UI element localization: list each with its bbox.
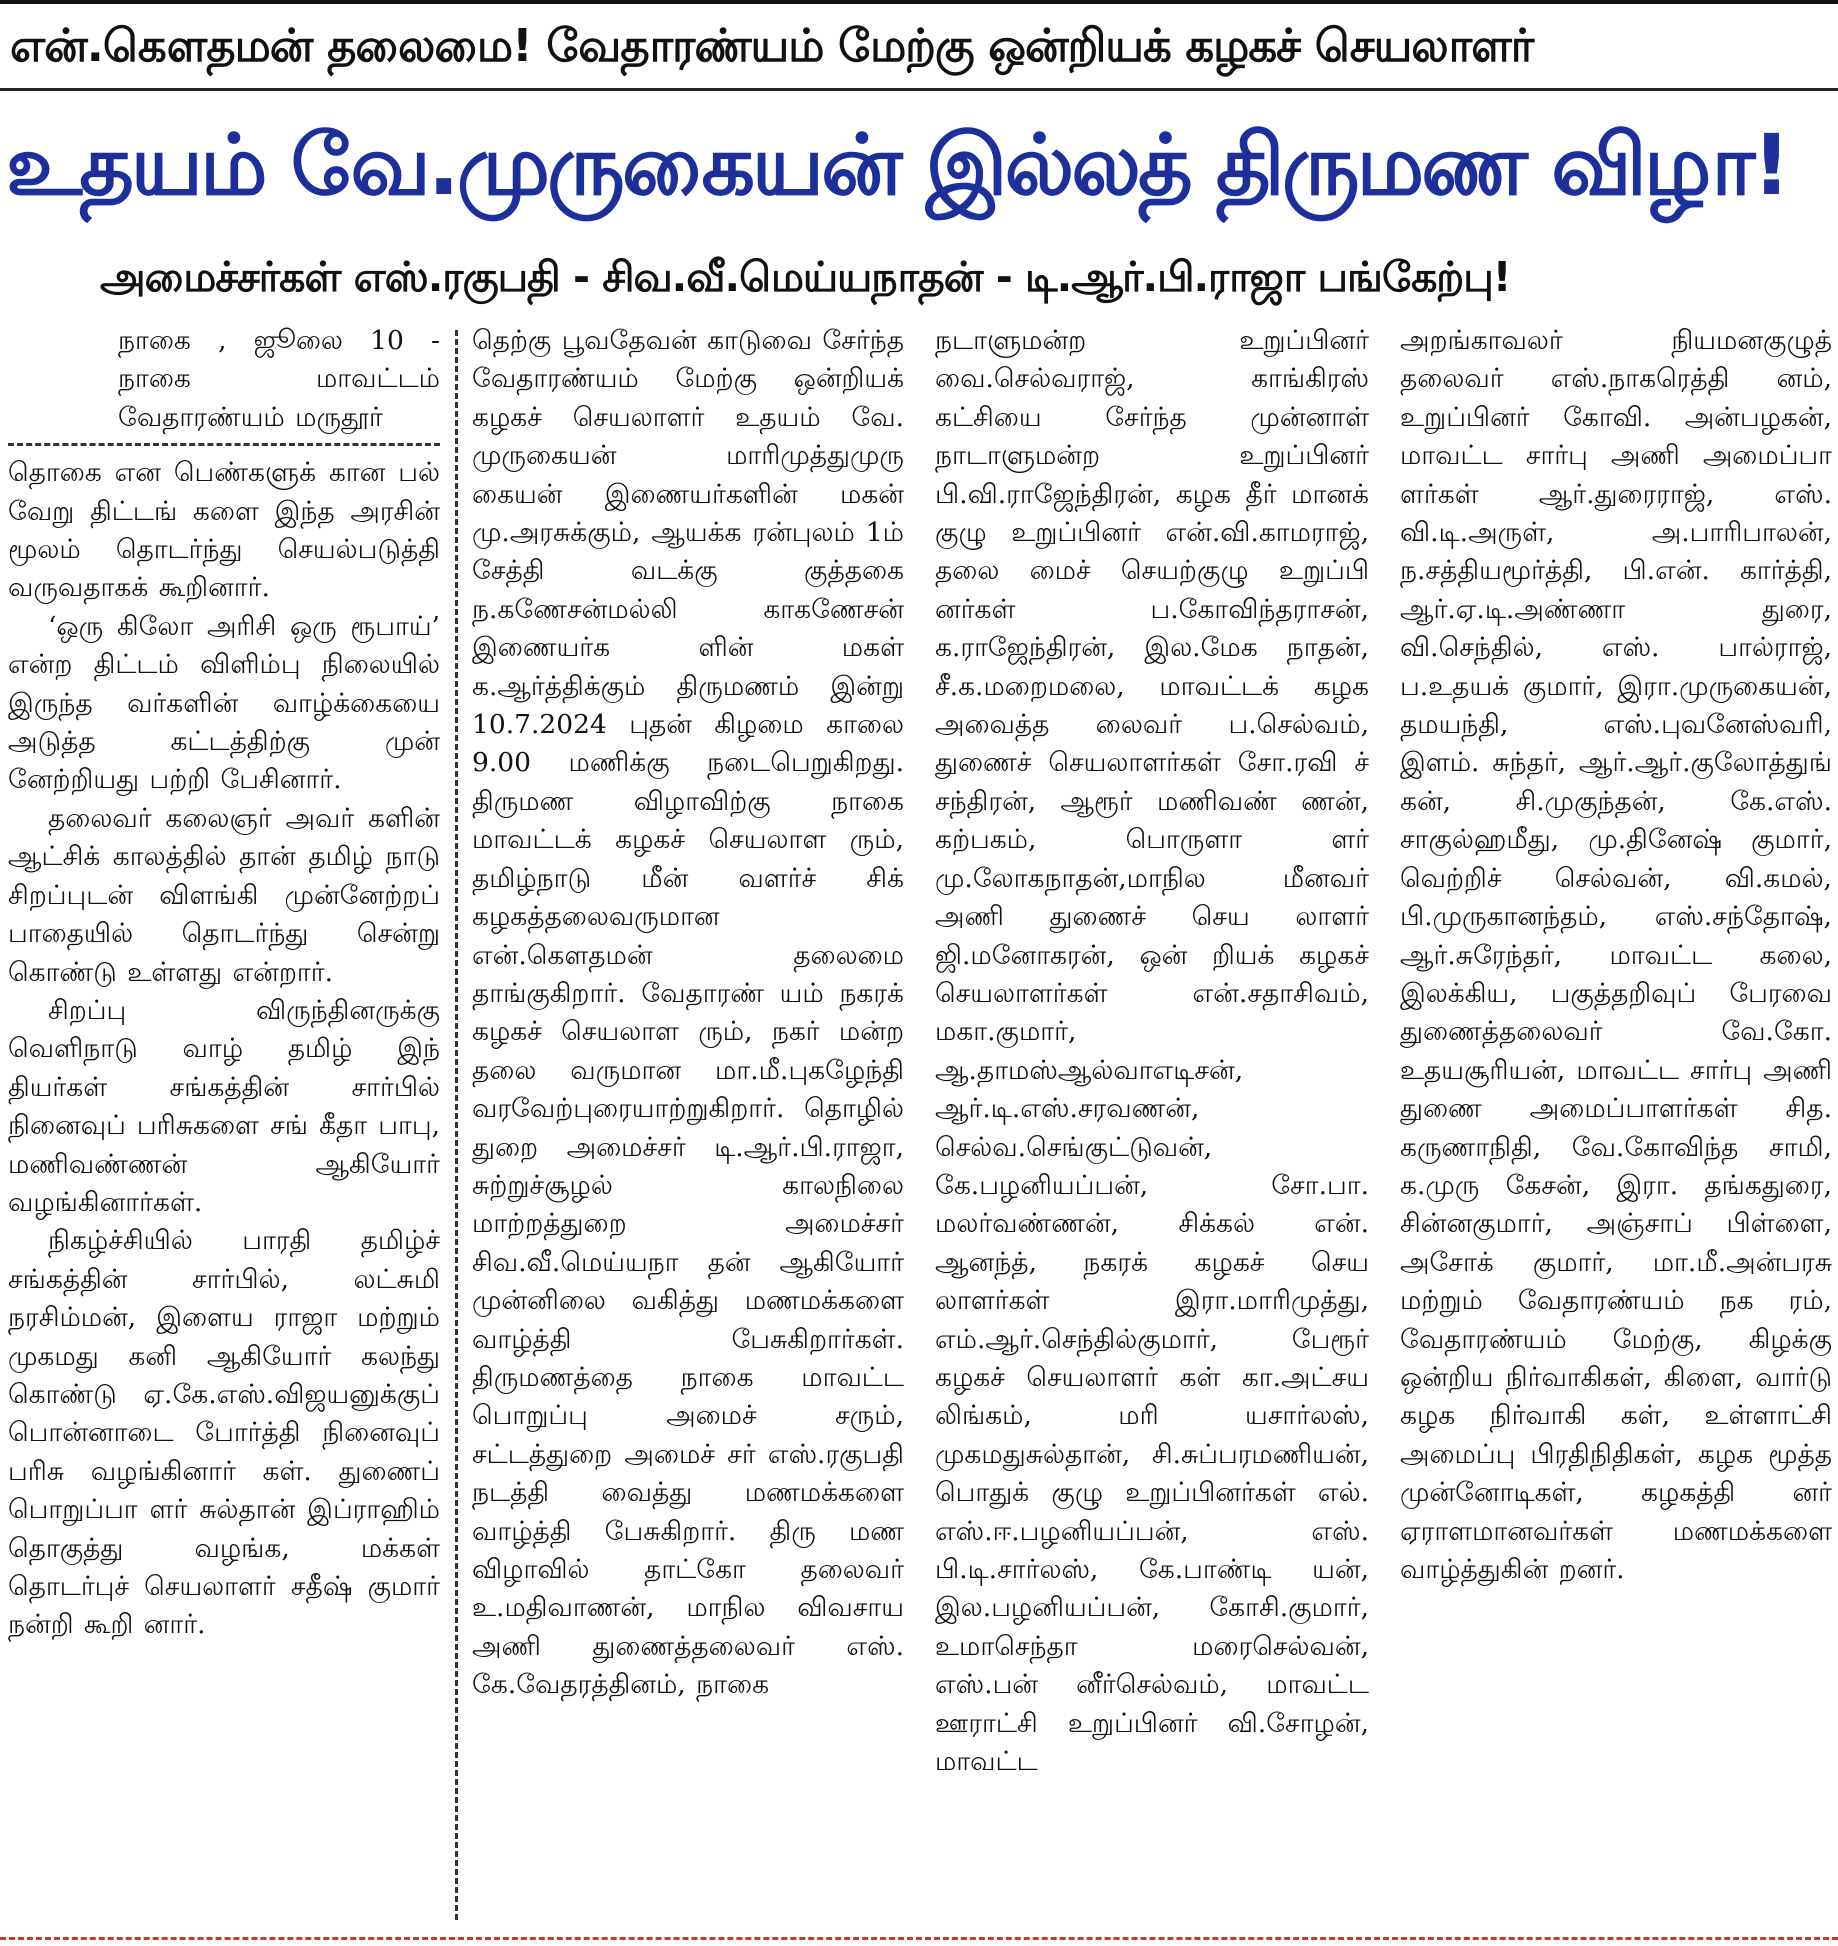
- top-rule: [0, 0, 1838, 4]
- paragraph: தெற்கு பூவதேவன் காடுவை சேர்ந்த வேதாரண்யம் மேற்கு ஒன்றியக் கழகச் செயலாளர் உதயம் வே. முருகையன் மாரிமுத்துமுரு கையன் இணையர்களின் மகன் மு.அரசுக்கும், ஆயக்க ரன்புலம் 1ம் சேத்தி வடக்கு குத்தகை ந.கணேசன்மல்லி காகணேசன் இணையர்க ளின் மகள் க.ஆர்த்திக்கும் திருமணம் இன்று 10.7.2024 புதன் கிழமை காலை 9.00 மணிக்கு நடைபெறுகிறது. திருமண விழாவிற்கு நாகை மாவட்டக் கழகச் செயலாள ரும், தமிழ்நாடு மீன் வளர்ச் சிக் கழகத்தலைவருமான என்.கௌதமன் தலைமை தாங்குகிறார். வேதாரண் யம் நகரக் கழகச் செயலாள ரும், நகர் மன்ற தலை வருமான மா.மீ.புகழேந்தி வரவேற்புரையாற்றுகிறார். தொழில் துறை அமைச்சர் டி.ஆர்.பி.ராஜா, சுற்றுச்சூழல் காலநிலை மாற்றத்துறை அமைச்சர் சிவ.வீ.மெய்யநா தன் ஆகியோர் முன்னிலை வகித்து மணமக்களை வாழ்த்தி பேசுகிறார்கள். திருமணத்தை நாகை மாவட்ட பொறுப்பு அமைச் சரும், சட்டத்துறை அமைச் சர் எஸ்.ரகுபதி நடத்தி வைத்து மணமக்களை வாழ்த்தி பேசுகிறார். திரு மண விழாவில் தாட்கோ தலைவர் உ.மதிவாணன், மாநில விவசாய அணி துணைத்தலைவர் எஸ். கே.வேதரத்தினம், நாகை: [472, 325, 904, 1701]
- column-divider: [455, 330, 458, 1920]
- boxed-continuation: [8, 443, 440, 1645]
- bottom-dashed-rule: [0, 1937, 1838, 1940]
- paragraph: ‘ஒரு கிலோ அரிசி ஒரு ரூபாய்’ என்ற திட்டம் விளிம்பு நிலையில் இருந்த வர்களின் வாழ்க்கையை அடுத்த கட்டத்திற்கு முன் னேற்றியது பற்றி பேசினார்.: [8, 610, 440, 796]
- paragraph: அறங்காவலர் நியமனகுழுத் தலைவர் எஸ்.நாகரெத்தி னம், உறுப்பினர் கோவி. அன்பழகன், மாவட்ட சார்பு அணி அமைப்பா ளர்கள் ஆர்.துரைராஜ், எஸ். வி.டி.அருள், அ.பாரிபாலன், ந.சத்தியமூர்த்தி, பி.என். கார்த்தி, ஆர்.ஏ.டி.அண்ணா துரை, வி.செந்தில், எஸ். பால்ராஜ், ப.உதயக் குமார், இரா.முருகையன், தமயந்தி, எஸ்.புவனேஸ்வரி, இளம். சுந்தர், ஆர்.ஆர்.குலோத்துங் கன், சி.முகுந்தன், கே.எஸ். சாகுல்ஹமீது, மு.தினேஷ் குமார், வெற்றிச் செல்வன், வி.கமல், பி.முருகானந்தம், எஸ்.சந்தோஷ், ஆர்.சுரேந்தர், மாவட்ட கலை, இலக்கிய, பகுத்தறிவுப் பேரவை துணைத்தலைவர் வே.கோ. உதயசூரியன், மாவட்ட சார்பு அணி துணை அமைப்பாளர்கள் சித. கருணாநிதி, வே.கோவிந்த சாமி, க.முரு கேசன், இரா. தங்கதுரை, சின்னகுமார், அஞ்சாப் பிள்ளை, அசோக் குமார், மா.மீ.அன்பரசு மற்றும் வேதாரண்யம் நக ரம், வேதாரண்யம் மேற்கு, கிழக்கு ஒன்றிய நிர்வாகிகள், கிளை, வார்டு கழக நிர்வாகி கள், உள்ளாட்சி அமைப்பு பிரதிநிதிகள், கழக மூத்த முன்னோடிகள், கழகத்தி னர் ஏராளமானவர்கள் மணமக்களை வாழ்த்துகின் றனர்.: [1400, 325, 1832, 1585]
- dateline-paragraph: நாகை , ஜூலை 10 - நாகை மாவட்டம் வேதாரண்யம் மருதூர்: [118, 325, 440, 433]
- article-column-1: [8, 322, 440, 1922]
- article-column-2: [472, 322, 904, 1922]
- paragraph: தலைவர் கலைஞர் அவர் களின் ஆட்சிக் காலத்தில் தான் தமிழ் நாடு சிறப்புடன் விளங்கி முன்னேற்றப் பாதையில் தொடர்ந்து சென்று கொண்டு உள்ளது என்றார்.: [8, 802, 440, 988]
- kicker-headline: என்.கௌதமன் தலைமை! வேதாரண்யம் மேற்கு ஒன்றியக் கழகச் செயலாளர்: [10, 19, 1534, 72]
- headline-rule: [0, 88, 1838, 91]
- main-headline: உதயம் வே.முருகையன் இல்லத் திருமண விழா!: [6, 116, 1788, 214]
- paragraph: தொகை என பெண்களுக் கான பல் வேறு திட்டங் களை இந்த அரசின் மூலம் தொடர்ந்து செயல்படுத்தி வருவதாகக் கூறினார்.: [8, 457, 440, 604]
- paragraph: நடாளுமன்ற உறுப்பினர் வை.செல்வராஜ், காங்கிரஸ் கட்சியை சேர்ந்த முன்னாள் நாடாளுமன்ற உறுப்பினர் பி.வி.ராஜேந்திரன், கழக தீர் மானக் குழு உறுப்பினர் என்.வி.காமராஜ், தலை மைச் செயற்குழு உறுப்பி னர்கள் ப.கோவிந்தராசன், க.ராஜேந்திரன், இல.மேக நாதன், சீ.க.மறைமலை, மாவட்டக் கழக அவைத்த லைவர் ப.செல்வம், துணைச் செயலாளர்கள் சோ.ரவி ச் சந்திரன், ஆரூர் மணிவண் ணன், கற்பகம், பொருளா ளர் மு.லோகநாதன்,மாநில மீனவர் அணி துணைச் செய லாளர் ஜி.மனோகரன், ஒன் றியக் கழகச் செயலாளர்கள் என்.சதாசிவம், மகா.குமார், ஆ.தாமஸ்ஆல்வாஎடிசன், ஆர்.டி.எஸ்.சரவணன், செல்வ.செங்குட்டுவன், கே.பழனியப்பன், சோ.பா. மலர்வண்ணன், சிக்கல் என். ஆனந்த், நகரக் கழகச் செய லாளர்கள் இரா.மாரிமுத்து, எம்.ஆர்.செந்தில்குமார், பேரூர் கழகச் செயலாளர் கள் கா.அட்சய லிங்கம், மரி யசார்லஸ், முகமதுசுல்தான், சி.சுப்பரமணியன், பொதுக் குழு உறுப்பினர்கள் எல். எஸ்.ஈ.பழனியப்பன், எஸ். பி.டி.சார்லஸ், கே.பாண்டி யன், இல.பழனியப்பன், கோசி.குமார், உமாசெந்தா மரைசெல்வன், எஸ்.பன் னீர்செல்வம், மாவட்ட ஊராட்சி உறுப்பினர் வி.சோழன், மாவட்ட: [935, 325, 1369, 1778]
- article-column-3: [935, 322, 1369, 1922]
- sub-headline: அமைச்சர்கள் எஸ்.ரகுபதி - சிவ.வீ.மெய்யநாதன் - டி.ஆர்.பி.ராஜா பங்கேற்பு!: [100, 253, 1511, 301]
- paragraph: நிகழ்ச்சியில் பாரதி தமிழ்ச் சங்கத்தின் சார்பில், லட்சுமி நரசிம்மன், இளைய ராஜா மற்றும் முகமது கனி ஆகியோர் கலந்து கொண்டு ஏ.கே.எஸ்.விஜயனுக்குப் பொன்னாடை போர்த்தி நினைவுப் பரிசு வழங்கினார் கள். துணைப் பொறுப்பா ளர் சுல்தான் இப்ராஹிம் தொகுத்து வழங்க, மக்கள் தொடர்புச் செயலாளர் சதீஷ் குமார் நன்றி கூறி னார்.: [8, 1225, 440, 1641]
- paragraph: சிறப்பு விருந்தினருக்கு வெளிநாடு வாழ் தமிழ் இந் தியர்கள் சங்கத்தின் சார்பில் நினைவுப் பரிசுகளை சங் கீதா பாபு, மணிவண்ணன் ஆகியோர் வழங்கினார்கள்.: [8, 994, 440, 1218]
- article-column-4: [1400, 322, 1832, 1922]
